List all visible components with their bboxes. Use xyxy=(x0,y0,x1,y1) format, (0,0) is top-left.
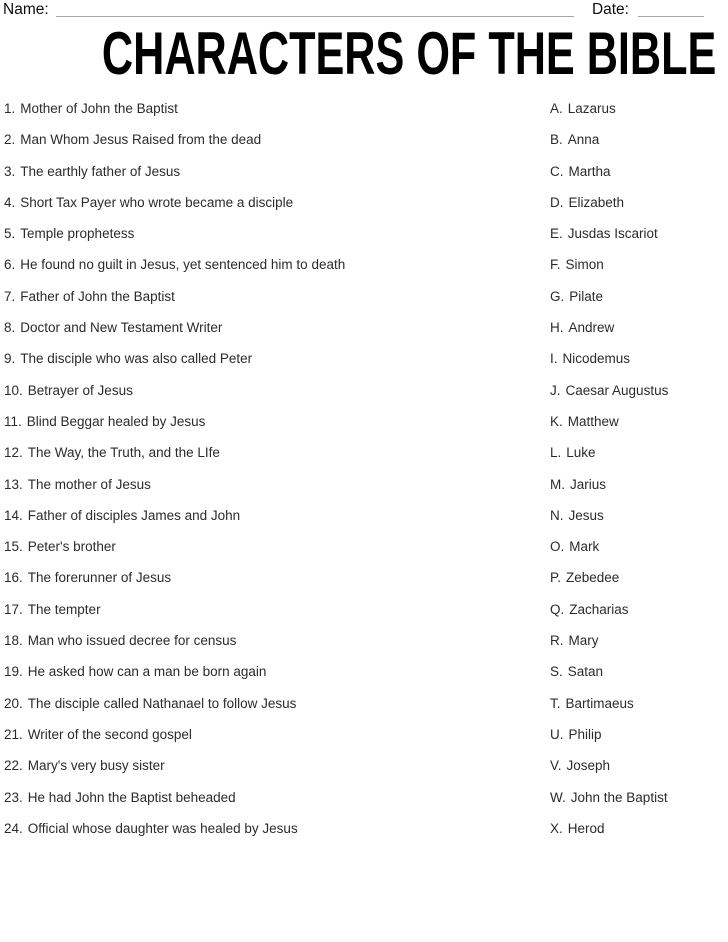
clue-number: 17. xyxy=(4,601,23,617)
clue-number: 9. xyxy=(4,351,16,367)
clue-number: 5. xyxy=(4,226,16,242)
clue-text: The disciple who was also called Peter xyxy=(20,351,253,367)
answer-text: Lazarus xyxy=(567,101,616,116)
clues-column xyxy=(4,100,345,851)
answer-row xyxy=(550,131,668,162)
answer-row xyxy=(550,350,668,381)
clue-text: Man Whom Jesus Raised from the dead xyxy=(20,132,262,148)
answer-text: Jarius xyxy=(570,476,607,492)
clue-row xyxy=(4,632,345,663)
answer-row xyxy=(550,319,668,350)
clue-text: The disciple called Nathanael to follow Jesus xyxy=(27,695,297,711)
answer-text: Simon xyxy=(565,257,604,273)
clue-row xyxy=(4,726,345,757)
clue-number: 1. xyxy=(4,101,16,116)
answer-row xyxy=(550,288,668,319)
answer-letter: W. xyxy=(550,789,566,805)
answer-text: Andrew xyxy=(568,320,615,336)
clue-text: Temple prophetess xyxy=(20,226,135,242)
clue-number: 4. xyxy=(4,194,16,210)
answer-letter: E. xyxy=(550,226,563,242)
answer-letter: N. xyxy=(550,507,564,523)
clue-text: Father of John the Baptist xyxy=(20,288,175,304)
clue-text: Blind Beggar healed by Jesus xyxy=(26,413,206,429)
clue-number: 22. xyxy=(4,758,23,774)
answer-letter: H. xyxy=(550,320,564,336)
answer-letter: P. xyxy=(550,570,562,586)
answer-row xyxy=(550,256,668,287)
clue-text: Official whose daughter was healed by Jesus xyxy=(27,820,298,836)
answer-row xyxy=(550,194,668,225)
clue-row xyxy=(4,319,345,350)
answer-row xyxy=(550,507,668,538)
answer-text: Mary xyxy=(568,633,599,649)
clue-row xyxy=(4,163,345,194)
name-label: Name: xyxy=(3,1,49,18)
answer-row xyxy=(550,163,668,194)
clue-row xyxy=(4,444,345,475)
answer-row xyxy=(550,225,668,256)
answer-letter: X. xyxy=(550,820,563,836)
answer-letter: F. xyxy=(550,257,561,273)
clue-text: Short Tax Payer who wrote became a disciple xyxy=(20,194,294,210)
clue-number: 18. xyxy=(4,633,23,649)
clue-text: He had John the Baptist beheaded xyxy=(27,789,236,805)
clue-row xyxy=(4,569,345,600)
clue-number: 3. xyxy=(4,163,16,179)
answer-text: Joseph xyxy=(566,758,611,774)
page-title: CHARACTERS OF THE BIBLE xyxy=(101,20,717,87)
clue-row xyxy=(4,256,345,287)
clue-number: 23. xyxy=(4,789,23,805)
clue-text: Father of disciples James and John xyxy=(27,507,241,523)
clue-number: 21. xyxy=(4,726,23,742)
clue-text: Peter's brother xyxy=(27,539,116,555)
answer-row xyxy=(550,538,668,569)
clue-row xyxy=(4,382,345,413)
answer-text: Elizabeth xyxy=(568,194,625,210)
answer-letter: D. xyxy=(550,194,564,210)
answer-row xyxy=(550,789,668,820)
answer-text: Jesus xyxy=(568,507,604,523)
clue-row xyxy=(4,288,345,319)
answer-row xyxy=(550,695,668,726)
clue-row xyxy=(4,695,345,726)
answer-text: Pilate xyxy=(569,288,604,304)
clue-text: Mary's very busy sister xyxy=(27,758,165,774)
answer-text: Matthew xyxy=(567,413,619,429)
answer-letter: J. xyxy=(550,382,561,398)
answer-row xyxy=(550,601,668,632)
matching-area xyxy=(4,100,728,942)
clue-text: He found no guilt in Jesus, yet sentenced him to death xyxy=(20,257,346,273)
date-label: Date: xyxy=(591,1,629,18)
answer-row xyxy=(550,632,668,663)
clue-row xyxy=(4,538,345,569)
answer-letter: L. xyxy=(550,445,562,461)
answer-letter: K. xyxy=(550,413,563,429)
answer-text: Anna xyxy=(567,132,600,148)
clue-row xyxy=(4,476,345,507)
clue-row xyxy=(4,100,345,131)
clue-number: 2. xyxy=(4,132,16,148)
clue-number: 16. xyxy=(4,570,23,586)
answer-letter: G. xyxy=(550,288,565,304)
answer-letter: B. xyxy=(550,132,563,148)
clue-number: 8. xyxy=(4,320,16,336)
answer-text: Caesar Augustus xyxy=(565,382,669,398)
clue-text: The forerunner of Jesus xyxy=(27,570,172,586)
clue-number: 14. xyxy=(4,507,23,523)
clue-number: 11. xyxy=(4,413,22,429)
answer-text: Martha xyxy=(568,163,611,179)
answer-letter: O. xyxy=(550,539,565,555)
clue-row xyxy=(4,601,345,632)
name-blank-line xyxy=(56,4,574,17)
clue-number: 10. xyxy=(4,382,23,398)
clue-row xyxy=(4,413,345,444)
answer-text: Bartimaeus xyxy=(565,695,634,711)
clue-row xyxy=(4,507,345,538)
answer-text: Zebedee xyxy=(566,570,620,586)
clue-row xyxy=(4,789,345,820)
answer-letter: C. xyxy=(550,163,564,179)
clue-row xyxy=(4,350,345,381)
clue-text: The earthly father of Jesus xyxy=(20,163,181,179)
answer-row xyxy=(550,413,668,444)
clue-number: 24. xyxy=(4,820,23,836)
answer-letter: A. xyxy=(550,101,563,116)
answer-letter: V. xyxy=(550,758,562,774)
answer-letter: R. xyxy=(550,633,564,649)
answer-row xyxy=(550,663,668,694)
answer-row xyxy=(550,476,668,507)
answer-text: Zacharias xyxy=(569,601,629,617)
answer-text: Nicodemus xyxy=(562,351,631,367)
clue-number: 12. xyxy=(4,445,23,461)
clue-number: 19. xyxy=(4,664,23,680)
answer-letter: T. xyxy=(550,695,561,711)
clue-text: The tempter xyxy=(27,601,101,617)
clue-row xyxy=(4,225,345,256)
clue-row xyxy=(4,194,345,225)
answer-letter: S. xyxy=(550,664,563,680)
answer-text: Luke xyxy=(566,445,596,461)
answer-text: Jusdas Iscariot xyxy=(567,226,658,242)
answer-text: Herod xyxy=(567,820,605,836)
clue-row xyxy=(4,820,345,851)
answer-text: Satan xyxy=(567,664,604,680)
clue-text: Doctor and New Testament Writer xyxy=(20,320,223,336)
clue-number: 6. xyxy=(4,257,16,273)
clue-text: Man who issued decree for census xyxy=(27,633,237,649)
clue-row xyxy=(4,757,345,788)
clue-text: He asked how can a man be born again xyxy=(27,664,267,680)
answer-text: John the Baptist xyxy=(570,789,668,805)
clue-row xyxy=(4,131,345,162)
clue-text: Writer of the second gospel xyxy=(27,726,192,742)
worksheet-header xyxy=(3,1,704,20)
clue-row xyxy=(4,663,345,694)
answer-row xyxy=(550,382,668,413)
answer-row xyxy=(550,100,668,131)
date-blank-line xyxy=(638,4,704,17)
answer-text: Philip xyxy=(568,726,602,742)
clue-number: 20. xyxy=(4,695,23,711)
answer-letter: Q. xyxy=(550,601,565,617)
clue-text: Betrayer of Jesus xyxy=(27,382,133,398)
answer-row xyxy=(550,757,668,788)
answer-row xyxy=(550,569,668,600)
answer-letter: U. xyxy=(550,726,564,742)
answer-row xyxy=(550,726,668,757)
clue-number: 13. xyxy=(4,476,23,492)
clue-text: The Way, the Truth, and the LIfe xyxy=(27,445,220,461)
answer-text: Mark xyxy=(569,539,600,555)
clue-text: The mother of Jesus xyxy=(27,476,151,492)
answer-row xyxy=(550,444,668,475)
clue-number: 15. xyxy=(4,539,23,555)
answer-letter: I. xyxy=(550,351,558,367)
answers-column xyxy=(550,100,668,851)
clue-text: Mother of John the Baptist xyxy=(20,101,178,116)
answer-row xyxy=(550,820,668,851)
answer-letter: M. xyxy=(550,476,565,492)
clue-number: 7. xyxy=(4,288,16,304)
